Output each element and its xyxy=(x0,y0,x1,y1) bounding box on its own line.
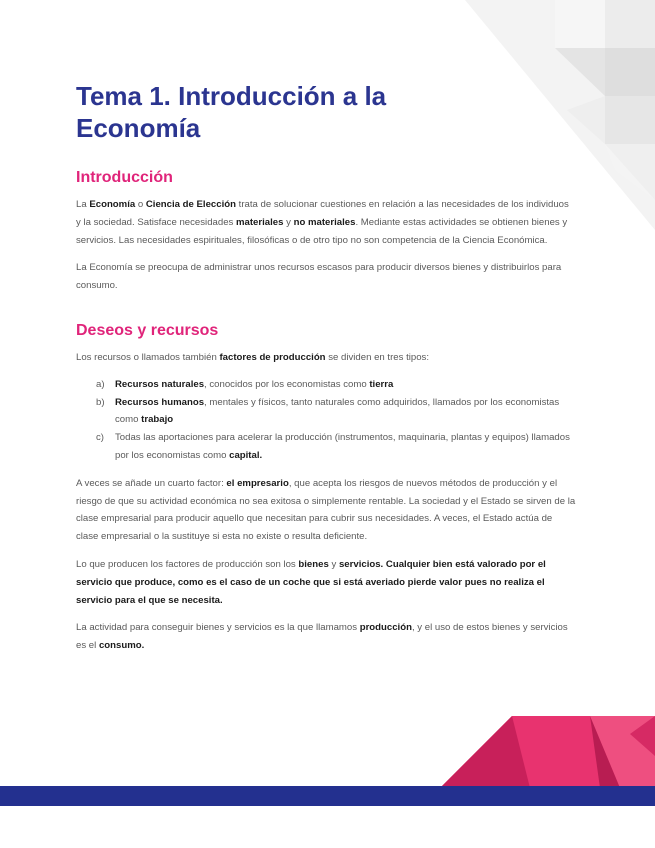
paragraph-intro-2: La Economía se preocupa de administrar unos recursos escasos para producir diversos bienes y distribuirlos para consumo. xyxy=(76,262,562,292)
footer-band xyxy=(0,786,655,806)
paragraph-deseos-4: La actividad para conseguir bienes y servicios es la que llamamos producción, y el uso de estos bienes y servicios es el consumo. xyxy=(76,622,568,652)
resource-types-list xyxy=(76,376,576,465)
list-item: a) Recursos naturales, conocidos por los economistas como tierra xyxy=(96,378,394,390)
document-content xyxy=(76,80,576,655)
paragraph-intro-1: La Economía o Ciencia de Elección trata de solucionar cuestiones en relación a las necesidades de los individuos y la sociedad. Satisface necesidades materiales y no materiales. Mediante estas actividades se obtienen bienes y servicios. Las necesidades espirituales, filosóficas o de otro tipo no son competencia de la Ciencia Económica. xyxy=(76,199,569,246)
list-item: c) Todas las aportaciones para acelerar la producción (instrumentos, maquinaria, plantas y equipos) llamados por los economistas como capital. xyxy=(96,432,570,461)
paragraph-deseos-2: A veces se añade un cuarto factor: el empresario, que acepta los riesgos de nuevos métodos de producción y el riesgo de que su actividad económica no sea exitosa o simplemente rentable. La sociedad y el Estado se sirven de la clase empresarial para producir aquello que necesitan para cubrir sus necesidades. A veces, el Estado actúa de clase empresarial o la sustituye si esta no existe o resulta deficiente. xyxy=(76,477,576,543)
list-item: b) Recursos humanos, mentales y físicos, tanto naturales como adquiridos, llamados por los economistas como trabajo xyxy=(96,396,560,426)
paragraph-deseos-1: Los recursos o llamados también factores de producción se dividen en tres tipos: xyxy=(76,351,430,363)
page-title: Tema 1. Introducción a la Economía xyxy=(76,81,387,143)
section-heading-introduccion: Introducción xyxy=(76,169,173,186)
paragraph-deseos-3: Lo que producen los factores de producción son los bienes y servicios. Cualquier bien está valorado por el servicio que produce, como es el caso de un coche que si está averiado pierde valor pues no realiza el servicio para el que se necesita. xyxy=(76,558,546,606)
decorative-pink-triangles xyxy=(440,716,655,788)
section-heading-deseos: Deseos y recursos xyxy=(76,321,219,339)
